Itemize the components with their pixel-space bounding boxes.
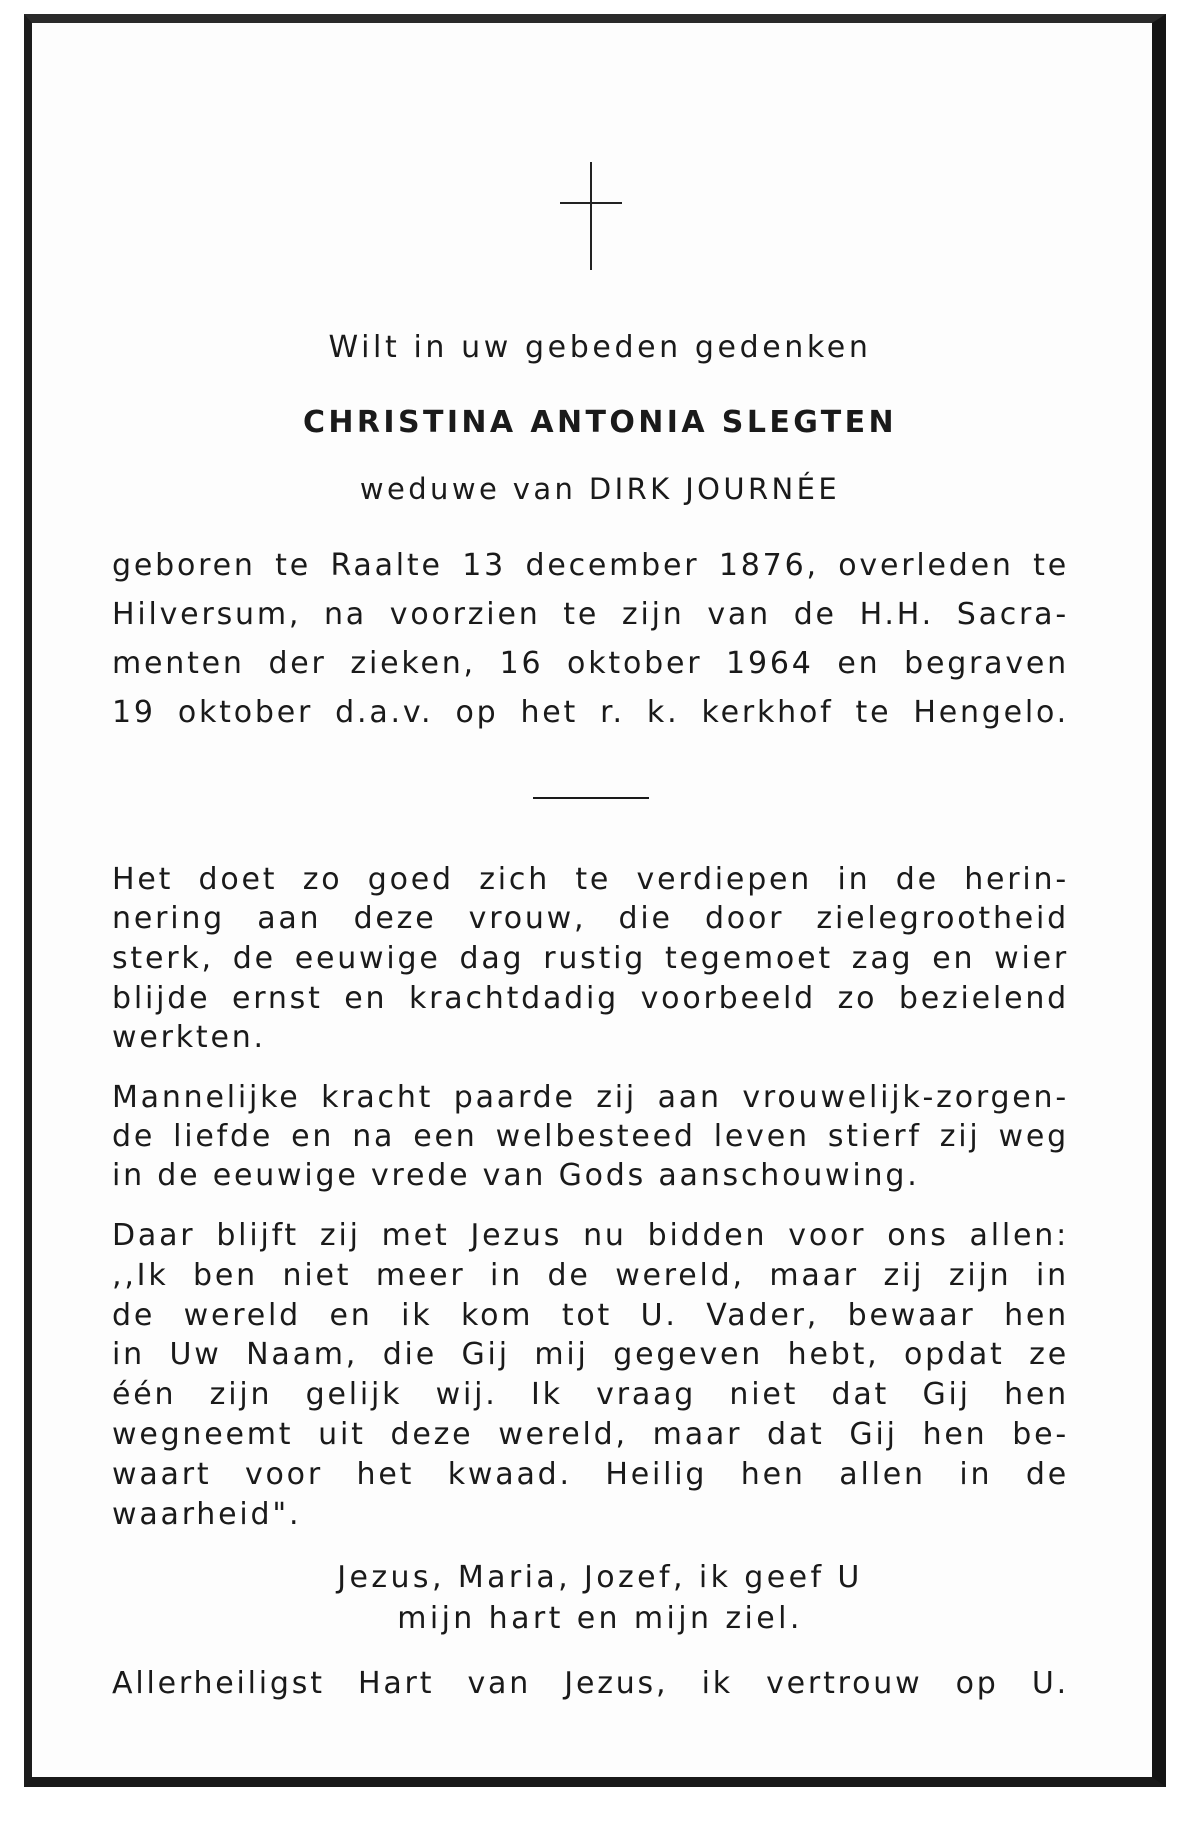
biography-line: Hilversum, na voorzien te zijn van de H.H. Sacra-: [112, 597, 1069, 632]
paragraph-line: in de eeuwige vrede van Gods aanschouwing.: [112, 1158, 920, 1193]
biography-line: 19 oktober d.a.v. op het r. k. kerkhof te Hengelo.: [112, 695, 1069, 730]
paragraph-line: één zijn gelijk wij. Ik vraag niet dat Gij hen: [112, 1377, 1069, 1412]
deceased-name: CHRISTINA ANTONIA SLEGTEN: [303, 405, 897, 440]
prayer-line: mijn hart en mijn ziel.: [397, 1601, 803, 1636]
closing-line: Allerheiligst Hart van Jezus, ik vertrouw op U.: [112, 1666, 1069, 1701]
paragraph-line: de wereld en ik kom tot U. Vader, bewaar hen: [112, 1298, 1069, 1333]
prayer-line: Jezus, Maria, Jozef, ik geef U: [337, 1560, 863, 1595]
paragraph-line: sterk, de eeuwige dag rustig tegemoet zag en wier: [112, 941, 1069, 976]
paragraph-line: wegneemt uit deze wereld, maar dat Gij hen be-: [112, 1417, 1069, 1452]
intro-text: Wilt in uw gebeden gedenken: [328, 330, 872, 365]
divider: [533, 797, 649, 799]
paragraph-line: de liefde en na een welbesteed leven stierf zij weg: [112, 1119, 1069, 1154]
paragraph-line: in Uw Naam, die Gij mij gegeven hebt, opdat ze: [112, 1337, 1069, 1372]
paragraph-line: ,,Ik ben niet meer in de wereld, maar zij zijn in: [112, 1258, 1069, 1293]
paragraph-line: Mannelijke kracht paarde zij aan vrouwelijk-zorgen-: [112, 1080, 1069, 1115]
biography-line: menten der zieken, 16 oktober 1964 en begraven: [112, 646, 1069, 681]
paragraph-line: waarheid".: [112, 1497, 302, 1532]
paragraph-line: Daar blijft zij met Jezus nu bidden voor ons allen:: [112, 1218, 1069, 1253]
paragraph-line: blijde ernst en krachtdadig voorbeeld zo bezielend: [112, 981, 1069, 1016]
paragraph-line: Het doet zo goed zich te verdiepen in de herin-: [112, 862, 1069, 897]
biography-line: geboren te Raalte 13 december 1876, overleden te: [112, 548, 1069, 583]
paragraph-line: waart voor het kwaad. Heilig hen allen in de: [112, 1457, 1069, 1492]
paragraph-line: werkten.: [112, 1020, 266, 1055]
cross-icon: [560, 162, 622, 270]
paragraph-line: nering aan deze vrouw, die door zielegrootheid: [112, 901, 1069, 936]
widow-of-text: weduwe van DIRK JOURNÉE: [359, 472, 841, 506]
